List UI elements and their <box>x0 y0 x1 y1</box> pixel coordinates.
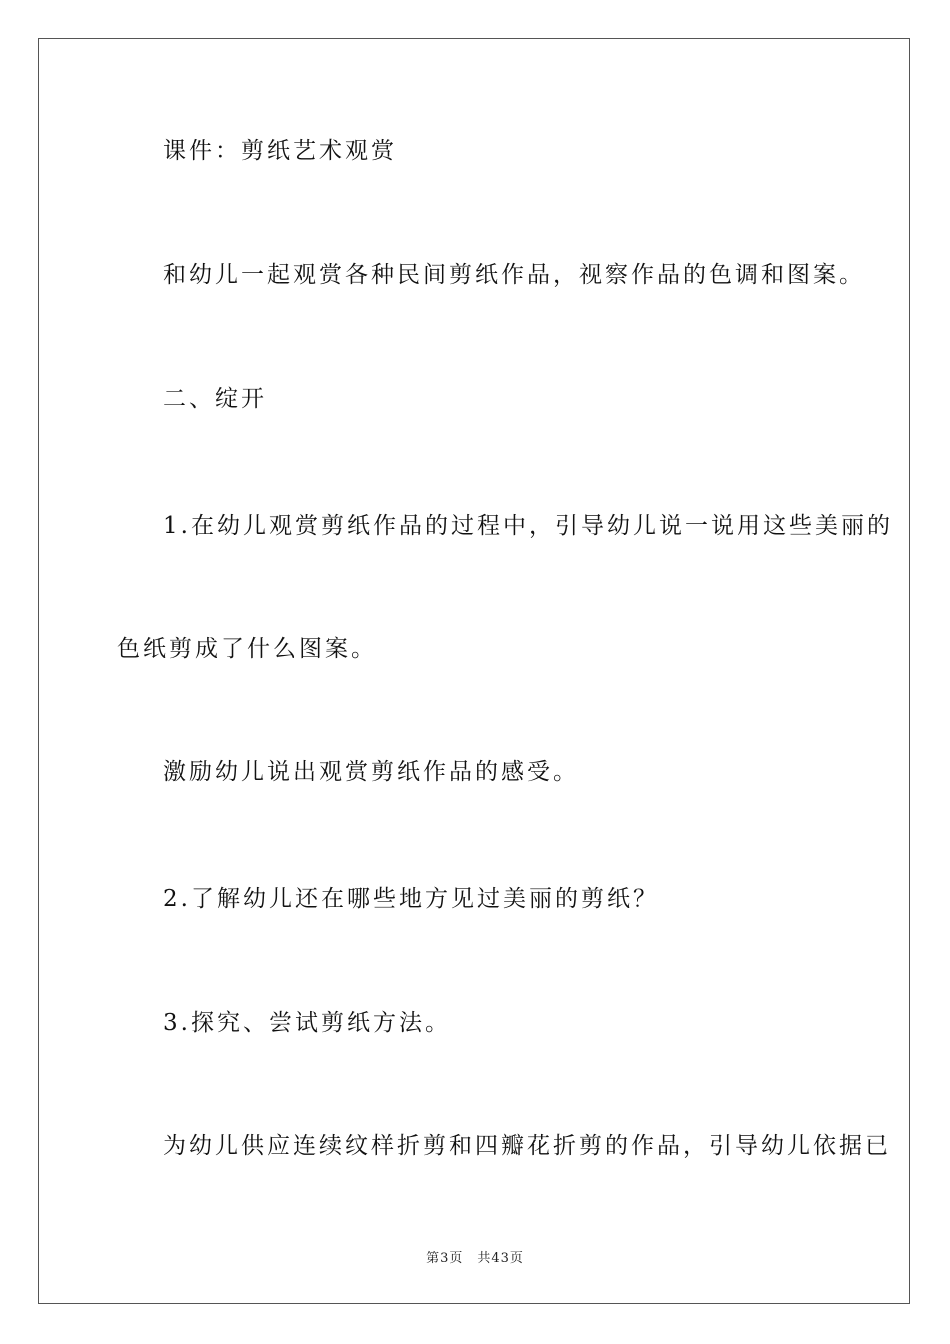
paragraph-courseware: 课件：剪纸艺术观赏 <box>163 138 397 164</box>
paragraph-step-1-continued: 色纸剪成了什么图案。 <box>117 636 377 662</box>
paragraph-appreciate: 和幼儿一起观赏各种民间剪纸作品，视察作品的色调和图案。 <box>163 262 865 288</box>
page-footer <box>0 1247 950 1266</box>
paragraph-step-2: 2.了解幼儿还在哪些地方见过美丽的剪纸？ <box>163 886 659 912</box>
paragraph-encourage: 激励幼儿说出观赏剪纸作品的感受。 <box>163 759 579 785</box>
paragraph-step-1: 1.在幼儿观赏剪纸作品的过程中，引导幼儿说一说用这些美丽的 <box>163 513 893 539</box>
paragraph-step-3: 3.探究、尝试剪纸方法。 <box>163 1010 451 1036</box>
page-total: 共43页 <box>477 1251 524 1266</box>
page-border <box>38 38 910 1304</box>
section-heading: 二、绽开 <box>163 386 267 412</box>
page-number: 第3页 <box>426 1251 464 1266</box>
paragraph-provide: 为幼儿供应连续纹样折剪和四瓣花折剪的作品，引导幼儿依据已 <box>163 1133 891 1159</box>
